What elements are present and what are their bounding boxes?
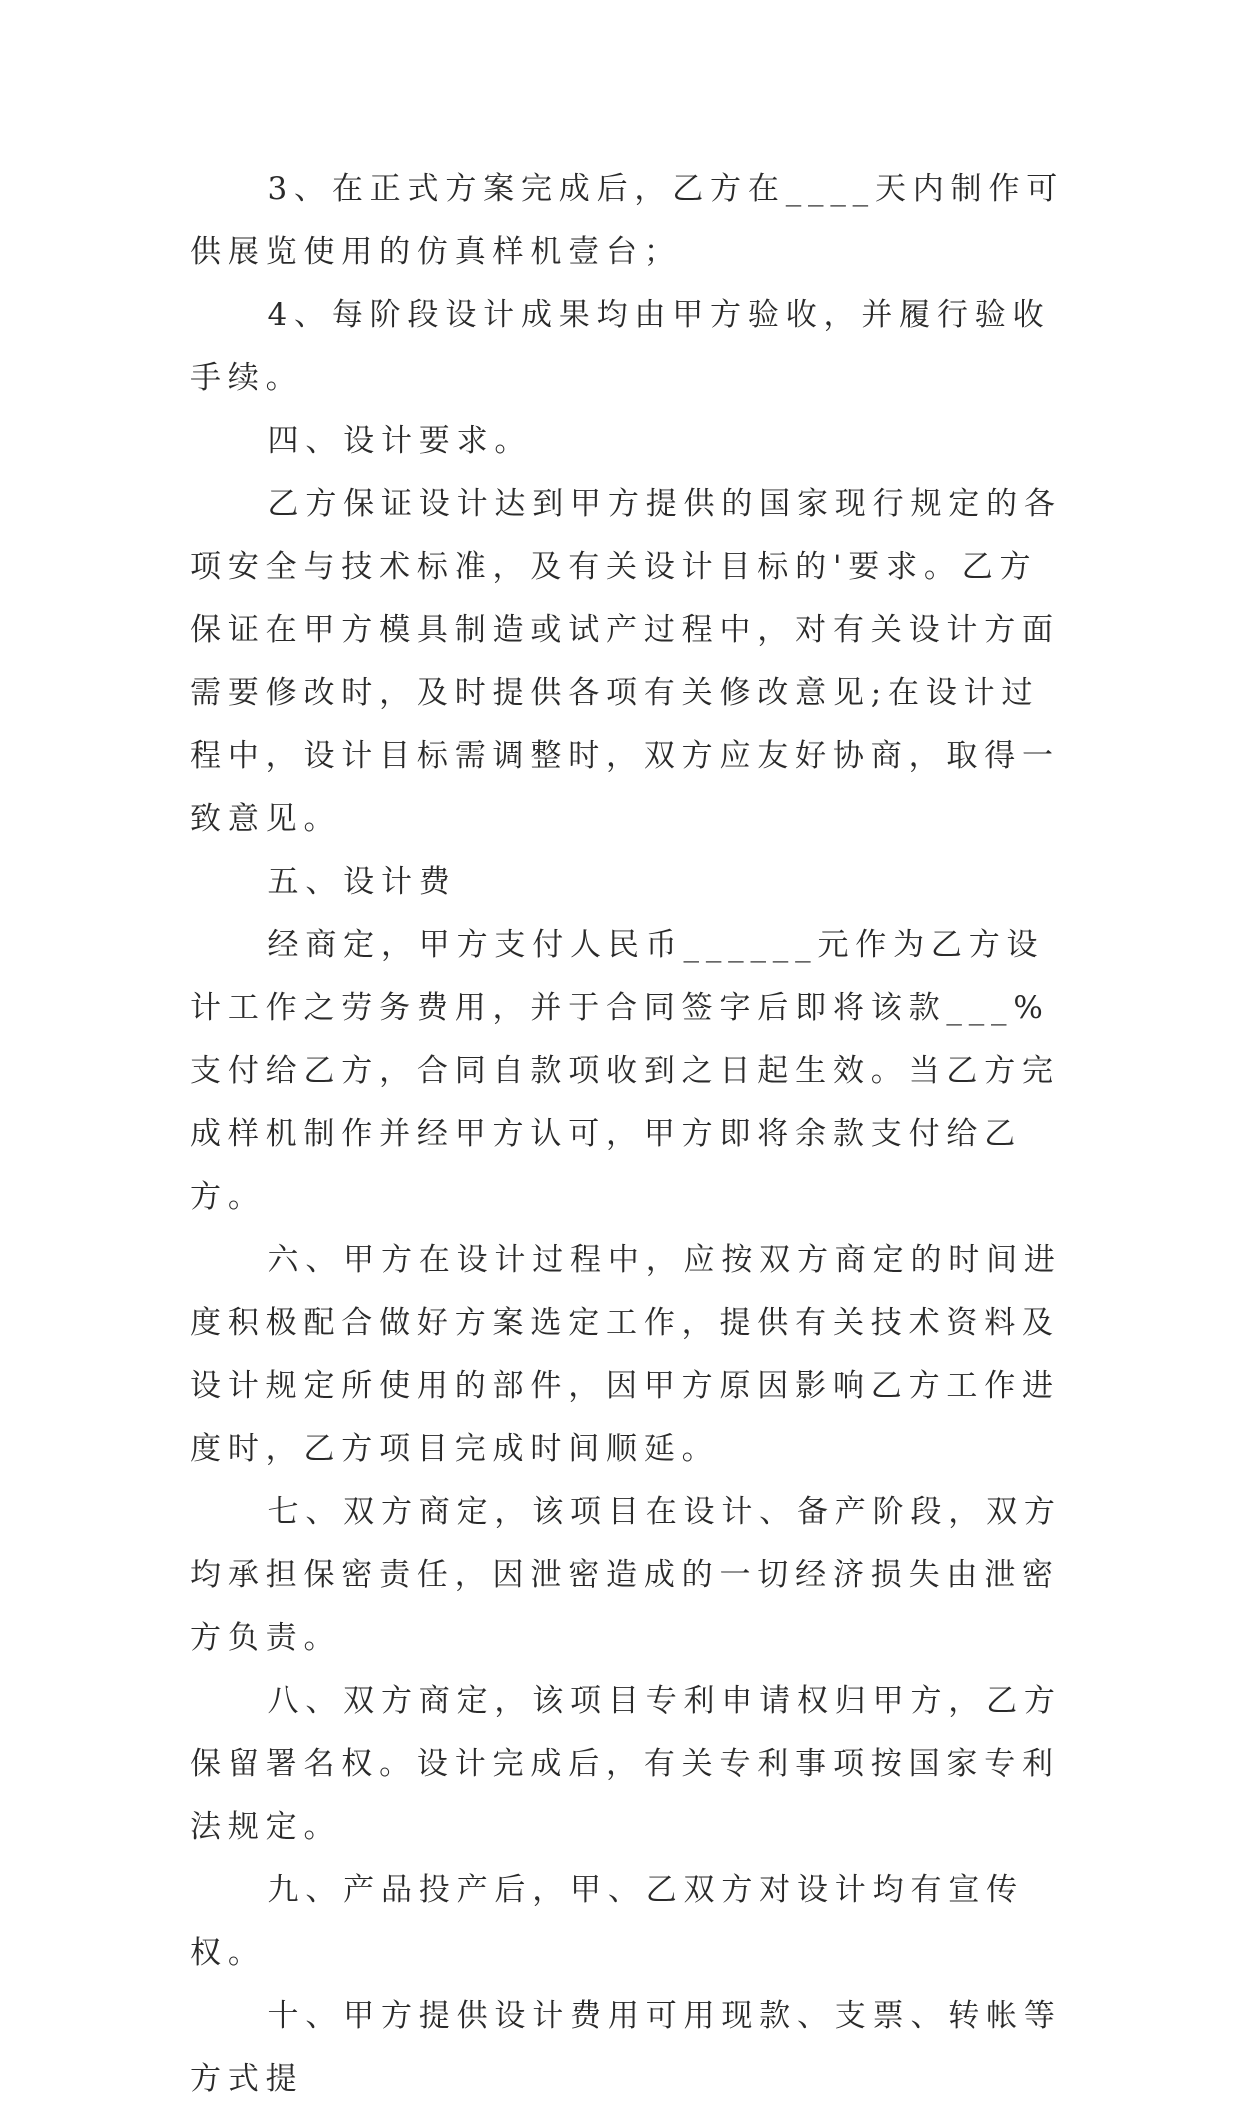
paragraph-section-7: 七、双方商定，该项目在设计、备产阶段，双方均承担保密责任，因泄密造成的一切经济损失由泄密方负责。: [190, 1494, 1062, 1656]
paragraph-design-fee: 经商定，甲方支付人民币______元作为乙方设计工作之劳务费用，并于合同签字后即将该款___%支付给乙方，合同自款项收到之日起生效。当乙方完成样机制作并经甲方认可，甲方即将余款支付给乙方。: [190, 927, 1060, 1215]
section-heading-design-fee: 五、设计费: [267, 864, 457, 900]
paragraph-section-10: 十、甲方提供设计费用可用现款、支票、转帐等方式提: [190, 1998, 1062, 2097]
paragraph-section-6: 六、甲方在设计过程中，应按双方商定的时间进度积极配合做好方案选定工作，提供有关技术资料及设计规定所使用的部件，因甲方原因影响乙方工作进度时，乙方项目完成时间顺延。: [190, 1242, 1062, 1467]
paragraph-clause-4: 4、每阶段设计成果均由甲方验收，并履行验收手续。: [190, 297, 1051, 396]
section-heading-design-requirements: 四、设计要求。: [267, 423, 533, 459]
paragraph-clause-3: 3、在正式方案完成后，乙方在____天内制作可供展览使用的仿真样机壹台；: [190, 171, 1065, 270]
paragraph-section-9: 九、产品投产后，甲、乙双方对设计均有宣传权。: [190, 1872, 1024, 1971]
paragraph-section-8: 八、双方商定，该项目专利申请权归甲方，乙方保留署名权。设计完成后，有关专利事项按国家专利法规定。: [190, 1683, 1062, 1845]
paragraph-design-requirements: 乙方保证设计达到甲方提供的国家现行规定的各项安全与技术标准，及有关设计目标的'要求。乙方保证在甲方模具制造或试产过程中，对有关设计方面需要修改时，及时提供各项有关修改意见;在设计过程中，设计目标需调整时，双方应友好协商，取得一致意见。: [190, 486, 1062, 837]
document-body: [190, 158, 1070, 2111]
